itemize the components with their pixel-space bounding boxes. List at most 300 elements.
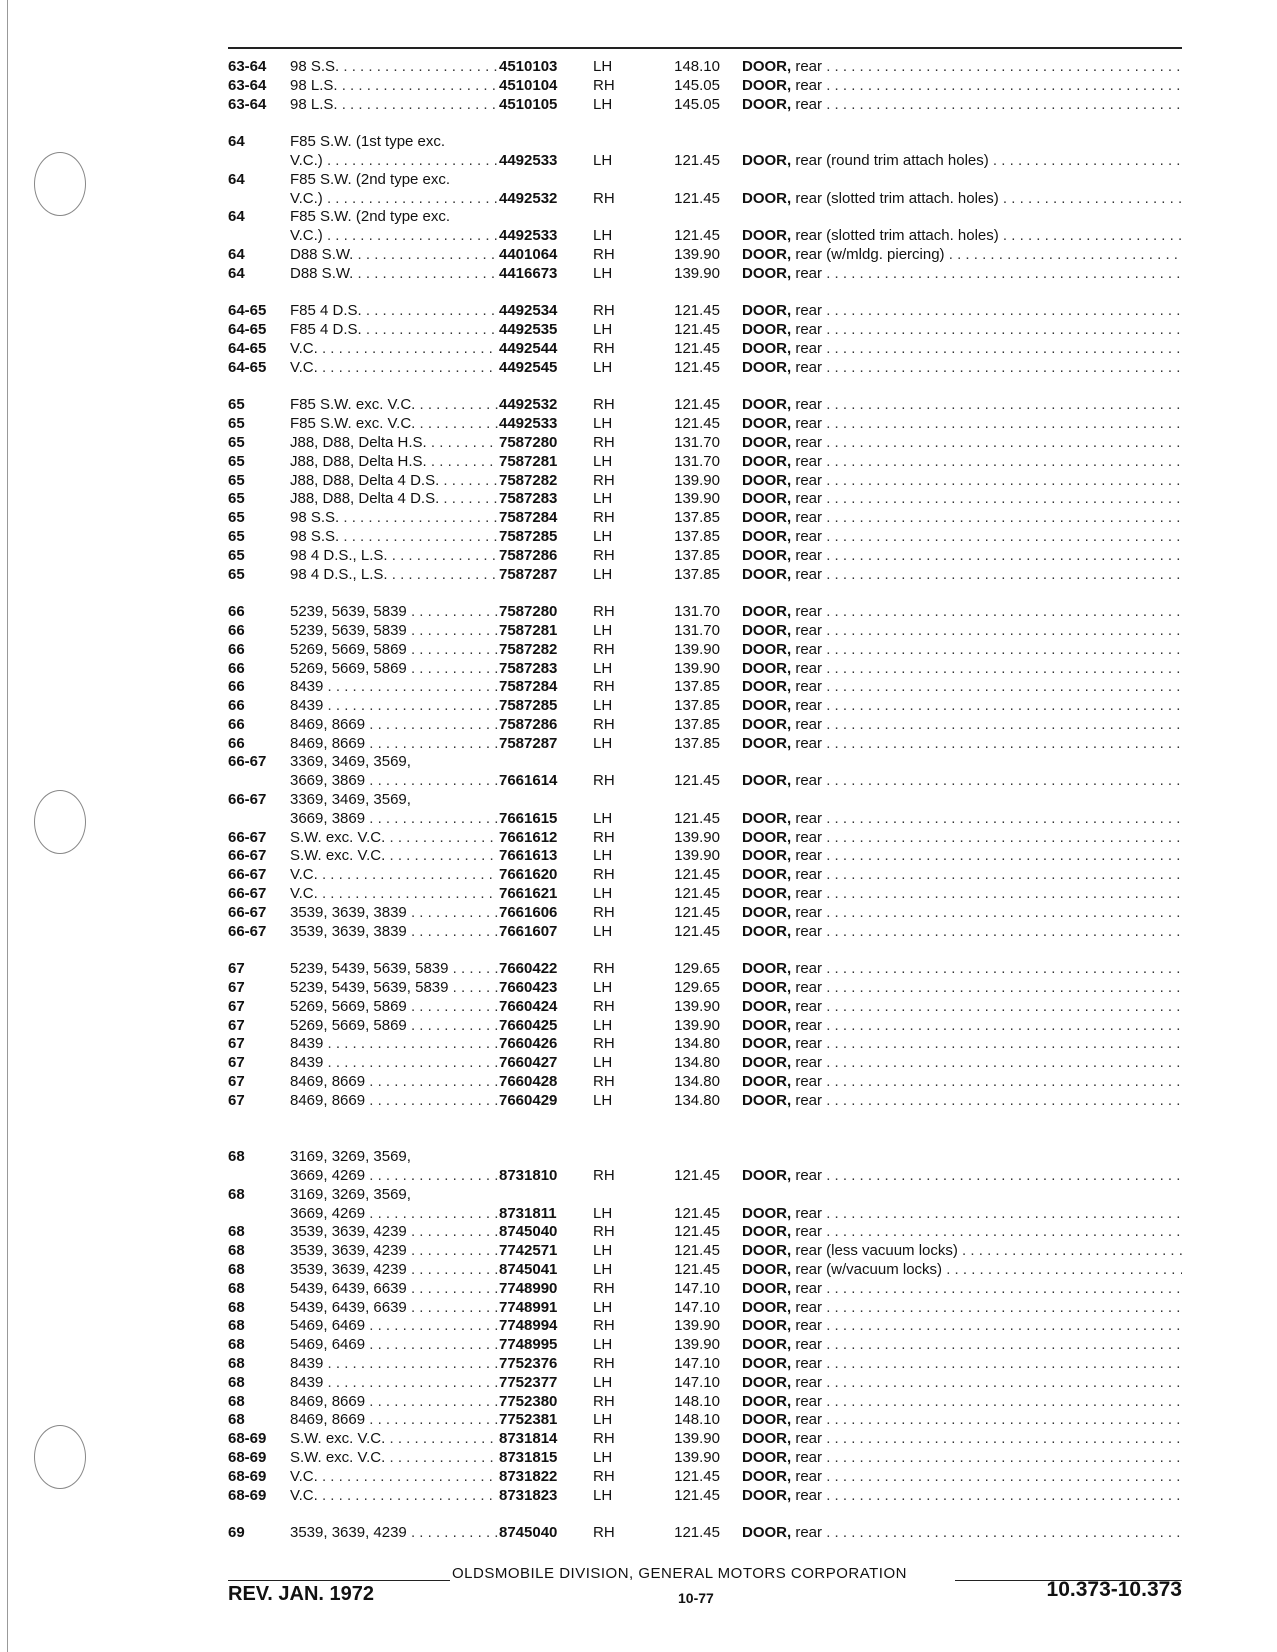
table-row bbox=[0, 1092, 1277, 1111]
part-number-cell: 7587287 bbox=[499, 734, 558, 752]
footer-rule-left bbox=[228, 1580, 450, 1581]
description-note: rear . . . bbox=[795, 1167, 1182, 1184]
price-cell: 129.65 bbox=[674, 960, 720, 978]
description-cell bbox=[742, 96, 1182, 115]
table-row bbox=[0, 979, 1277, 998]
part-number-cell: 4492532 bbox=[499, 396, 558, 414]
parts-table bbox=[0, 58, 1277, 1543]
side-cell: RH bbox=[593, 76, 615, 94]
description-name: DOOR, bbox=[742, 1354, 792, 1372]
year-cell: 64 bbox=[228, 208, 245, 226]
part-number-cell: 7587283 bbox=[499, 490, 558, 508]
year-cell: 64 bbox=[228, 264, 245, 282]
description-note: rear . . . bbox=[795, 359, 1182, 376]
year-cell: 67 bbox=[228, 1073, 245, 1091]
description-cell bbox=[742, 1524, 1182, 1543]
side-cell: RH bbox=[593, 1223, 615, 1241]
table-row bbox=[0, 96, 1277, 115]
description-name: DOOR, bbox=[742, 640, 792, 658]
model-cell: 5239, 5639, 5839 . . . bbox=[290, 622, 498, 641]
table-row bbox=[0, 1054, 1277, 1073]
description-cell bbox=[742, 697, 1182, 716]
row-spacer bbox=[0, 584, 1277, 603]
side-cell: LH bbox=[593, 697, 613, 715]
table-row bbox=[0, 302, 1277, 321]
part-number-cell: 7660426 bbox=[499, 1035, 558, 1053]
year-cell: 68-69 bbox=[228, 1430, 267, 1448]
description-name: DOOR, bbox=[742, 715, 792, 733]
description-note: rear . . . bbox=[795, 547, 1182, 564]
description-note: rear . . . bbox=[795, 866, 1182, 883]
table-row bbox=[0, 641, 1277, 660]
model-cell: J88, D88, Delta 4 D.S. . . . bbox=[290, 472, 498, 491]
table-row bbox=[0, 1167, 1277, 1186]
part-number-cell: 7587286 bbox=[499, 546, 558, 564]
model-cell: 5269, 5669, 5869 . . . bbox=[290, 641, 498, 660]
side-cell: LH bbox=[593, 527, 613, 545]
model-cell: 8439 . . . bbox=[290, 1355, 498, 1374]
model-cell: 3369, 3469, 3569, bbox=[290, 791, 411, 809]
description-note: rear (less vacuum locks) . . . bbox=[795, 1242, 1182, 1259]
description-note: rear . . . bbox=[795, 810, 1182, 827]
description-note: rear . . . bbox=[795, 490, 1182, 507]
model-cell: 3669, 3869 . . . bbox=[290, 772, 498, 791]
side-cell: LH bbox=[593, 151, 613, 169]
description-note: rear . . . bbox=[795, 716, 1182, 733]
side-cell: LH bbox=[593, 1091, 613, 1109]
table-row bbox=[0, 885, 1277, 904]
year-cell: 64 bbox=[228, 170, 245, 188]
part-number-cell: 7748990 bbox=[499, 1279, 558, 1297]
description-name: DOOR, bbox=[742, 58, 792, 75]
description-cell bbox=[742, 490, 1182, 509]
model-cell: 3539, 3639, 3839 . . . bbox=[290, 923, 498, 942]
corporation-line: OLDSMOBILE DIVISION, GENERAL MOTORS CORPORATION bbox=[452, 1565, 907, 1582]
model-cell: S.W. exc. V.C. . . . bbox=[290, 1430, 498, 1449]
side-cell: RH bbox=[593, 1467, 615, 1485]
year-cell: 68 bbox=[228, 1336, 245, 1354]
description-name: DOOR, bbox=[742, 621, 792, 639]
description-note: rear . . . bbox=[795, 772, 1182, 789]
table-row bbox=[0, 716, 1277, 735]
model-cell: S.W. exc. V.C. . . . bbox=[290, 847, 498, 866]
description-note: rear . . . bbox=[795, 904, 1182, 921]
side-cell: RH bbox=[593, 1073, 615, 1091]
part-number-cell: 4510104 bbox=[499, 76, 558, 94]
description-name: DOOR, bbox=[742, 471, 792, 489]
year-cell: 63-64 bbox=[228, 95, 267, 113]
year-cell: 63-64 bbox=[228, 76, 267, 94]
description-cell bbox=[742, 359, 1182, 378]
price-cell: 121.45 bbox=[674, 1204, 720, 1222]
description-note: rear . . . bbox=[795, 885, 1182, 902]
table-row bbox=[0, 1317, 1277, 1336]
description-cell bbox=[742, 960, 1182, 979]
table-row bbox=[0, 133, 1277, 152]
description-cell bbox=[742, 396, 1182, 415]
price-cell: 121.45 bbox=[674, 339, 720, 357]
table-row bbox=[0, 1035, 1277, 1054]
side-cell: LH bbox=[593, 452, 613, 470]
description-cell bbox=[742, 1017, 1182, 1036]
part-number-cell: 7752381 bbox=[499, 1411, 558, 1429]
side-cell: RH bbox=[593, 1167, 615, 1185]
side-cell: LH bbox=[593, 1336, 613, 1354]
price-cell: 137.85 bbox=[674, 678, 720, 696]
part-number-cell: 7587285 bbox=[499, 697, 558, 715]
year-cell: 66 bbox=[228, 678, 245, 696]
part-number-cell: 8731810 bbox=[499, 1167, 558, 1185]
description-cell bbox=[742, 1317, 1182, 1336]
price-cell: 121.45 bbox=[674, 809, 720, 827]
model-cell: F85 S.W. exc. V.C. . . . bbox=[290, 396, 498, 415]
year-cell: 66 bbox=[228, 734, 245, 752]
year-cell: 66 bbox=[228, 659, 245, 677]
description-cell bbox=[742, 622, 1182, 641]
table-row bbox=[0, 1073, 1277, 1092]
model-cell: F85 4 D.S. . . . bbox=[290, 321, 498, 340]
description-note: rear . . . bbox=[795, 1035, 1182, 1052]
year-cell: 67 bbox=[228, 997, 245, 1015]
year-cell: 68 bbox=[228, 1373, 245, 1391]
side-cell: LH bbox=[593, 358, 613, 376]
part-number-cell: 4492532 bbox=[499, 189, 558, 207]
table-row bbox=[0, 1223, 1277, 1242]
model-cell: 8439 . . . bbox=[290, 678, 498, 697]
year-cell: 68 bbox=[228, 1298, 245, 1316]
description-cell bbox=[742, 904, 1182, 923]
description-note: rear . . . bbox=[795, 321, 1182, 338]
model-cell: 8469, 8669 . . . bbox=[290, 716, 498, 735]
description-cell bbox=[742, 1411, 1182, 1430]
row-spacer bbox=[0, 1111, 1277, 1130]
description-name: DOOR, bbox=[742, 1336, 792, 1354]
part-number-cell: 7660424 bbox=[499, 997, 558, 1015]
part-number-cell: 4510103 bbox=[499, 58, 558, 75]
side-cell: LH bbox=[593, 1204, 613, 1222]
description-cell bbox=[742, 547, 1182, 566]
side-cell: RH bbox=[593, 546, 615, 564]
part-number-cell: 7587280 bbox=[499, 603, 558, 621]
price-cell: 121.45 bbox=[674, 396, 720, 414]
description-name: DOOR, bbox=[742, 1298, 792, 1316]
description-name: DOOR, bbox=[742, 1486, 792, 1504]
year-cell: 68 bbox=[228, 1242, 245, 1260]
price-cell: 131.70 bbox=[674, 433, 720, 451]
part-number-cell: 7742571 bbox=[499, 1242, 558, 1260]
model-cell: F85 S.W. (2nd type exc. bbox=[290, 170, 451, 188]
table-row bbox=[0, 547, 1277, 566]
description-note: rear . . . bbox=[795, 1280, 1182, 1297]
model-cell: 3539, 3639, 4239 . . . bbox=[290, 1524, 498, 1543]
description-note: rear . . . bbox=[795, 415, 1182, 432]
description-cell bbox=[742, 810, 1182, 829]
table-row bbox=[0, 208, 1277, 227]
description-cell bbox=[742, 716, 1182, 735]
description-name: DOOR, bbox=[742, 1223, 792, 1241]
description-name: DOOR, bbox=[742, 1317, 792, 1335]
side-cell: LH bbox=[593, 734, 613, 752]
description-note: rear . . . bbox=[795, 340, 1182, 357]
side-cell: RH bbox=[593, 903, 615, 921]
description-name: DOOR, bbox=[742, 1073, 792, 1091]
table-row bbox=[0, 622, 1277, 641]
description-name: DOOR, bbox=[742, 396, 792, 414]
price-cell: 137.85 bbox=[674, 697, 720, 715]
description-name: DOOR, bbox=[742, 603, 792, 621]
row-spacer bbox=[0, 284, 1277, 303]
table-row bbox=[0, 472, 1277, 491]
model-cell: V.C. . . . bbox=[290, 1487, 498, 1506]
year-cell: 66 bbox=[228, 715, 245, 733]
price-cell: 137.85 bbox=[674, 546, 720, 564]
side-cell: LH bbox=[593, 227, 613, 245]
side-cell: LH bbox=[593, 979, 613, 997]
price-cell: 139.90 bbox=[674, 1448, 720, 1466]
year-cell: 64-65 bbox=[228, 321, 267, 339]
model-cell: 98 L.S. . . . bbox=[290, 96, 498, 115]
year-cell: 65 bbox=[228, 471, 245, 489]
price-cell: 121.45 bbox=[674, 1486, 720, 1504]
year-cell: 69 bbox=[228, 1524, 245, 1542]
side-cell: LH bbox=[593, 1411, 613, 1429]
price-cell: 147.10 bbox=[674, 1373, 720, 1391]
part-number-cell: 7587285 bbox=[499, 527, 558, 545]
part-number-cell: 4492534 bbox=[499, 302, 558, 320]
part-number-cell: 7587284 bbox=[499, 509, 558, 527]
description-cell bbox=[742, 453, 1182, 472]
table-row bbox=[0, 847, 1277, 866]
description-name: DOOR, bbox=[742, 189, 792, 207]
description-note: rear . . . bbox=[795, 265, 1182, 282]
description-note: rear . . . bbox=[795, 960, 1182, 977]
model-cell: 3169, 3269, 3569, bbox=[290, 1148, 411, 1166]
description-cell bbox=[742, 434, 1182, 453]
model-cell: F85 S.W. (2nd type exc. bbox=[290, 208, 451, 226]
description-note: rear . . . bbox=[795, 396, 1182, 413]
model-cell: 98 S.S. . . . bbox=[290, 58, 498, 77]
description-name: DOOR, bbox=[742, 490, 792, 508]
page-number: 10-77 bbox=[678, 1590, 714, 1606]
table-row bbox=[0, 1148, 1277, 1167]
side-cell: LH bbox=[593, 809, 613, 827]
description-cell bbox=[742, 660, 1182, 679]
table-row bbox=[0, 960, 1277, 979]
description-name: DOOR, bbox=[742, 358, 792, 376]
model-cell: 5239, 5439, 5639, 5839 . . . bbox=[290, 979, 498, 998]
year-cell: 66-67 bbox=[228, 828, 267, 846]
part-number-cell: 7660425 bbox=[499, 1016, 558, 1034]
side-cell: RH bbox=[593, 678, 615, 696]
model-cell: 5469, 6469 . . . bbox=[290, 1336, 498, 1355]
description-name: DOOR, bbox=[742, 866, 792, 884]
year-cell: 66 bbox=[228, 697, 245, 715]
description-name: DOOR, bbox=[742, 76, 792, 94]
price-cell: 129.65 bbox=[674, 979, 720, 997]
part-number-cell: 7748995 bbox=[499, 1336, 558, 1354]
description-cell bbox=[742, 1242, 1182, 1261]
side-cell: RH bbox=[593, 339, 615, 357]
year-cell: 64-65 bbox=[228, 358, 267, 376]
row-spacer bbox=[0, 114, 1277, 133]
table-row bbox=[0, 321, 1277, 340]
year-cell: 66-67 bbox=[228, 866, 267, 884]
part-number-cell: 4492535 bbox=[499, 321, 558, 339]
year-cell: 68-69 bbox=[228, 1486, 267, 1504]
description-name: DOOR, bbox=[742, 828, 792, 846]
price-cell: 148.10 bbox=[674, 1392, 720, 1410]
model-cell: 5439, 6439, 6639 . . . bbox=[290, 1280, 498, 1299]
table-row bbox=[0, 660, 1277, 679]
description-name: DOOR, bbox=[742, 433, 792, 451]
year-cell: 66-67 bbox=[228, 791, 267, 809]
description-note: rear . . . bbox=[795, 1449, 1182, 1466]
part-number-cell: 8745041 bbox=[499, 1261, 558, 1278]
part-number-cell: 7661606 bbox=[499, 903, 558, 921]
side-cell: LH bbox=[593, 1486, 613, 1504]
revision-date: REV. JAN. 1972 bbox=[228, 1583, 375, 1605]
part-number-cell: 7587287 bbox=[499, 565, 558, 583]
table-row bbox=[0, 434, 1277, 453]
description-name: DOOR, bbox=[742, 1524, 792, 1542]
description-name: DOOR, bbox=[742, 245, 792, 263]
model-cell: 98 4 D.S., L.S. . . . bbox=[290, 566, 498, 585]
part-number-cell: 7587281 bbox=[499, 452, 558, 470]
model-cell: V.C. . . . bbox=[290, 1468, 498, 1487]
description-cell bbox=[742, 509, 1182, 528]
description-cell bbox=[742, 190, 1182, 209]
side-cell: LH bbox=[593, 1373, 613, 1391]
description-cell bbox=[742, 1430, 1182, 1449]
price-cell: 139.90 bbox=[674, 264, 720, 282]
model-cell: S.W. exc. V.C. . . . bbox=[290, 829, 498, 848]
description-note: rear . . . bbox=[795, 603, 1182, 620]
part-number-cell: 7660422 bbox=[499, 960, 558, 978]
side-cell: LH bbox=[593, 885, 613, 903]
part-number-cell: 7661621 bbox=[499, 885, 558, 903]
description-name: DOOR, bbox=[742, 734, 792, 752]
description-cell bbox=[742, 1092, 1182, 1111]
year-cell: 65 bbox=[228, 415, 245, 433]
year-cell: 66 bbox=[228, 621, 245, 639]
price-cell: 121.45 bbox=[674, 903, 720, 921]
description-name: DOOR, bbox=[742, 960, 792, 978]
side-cell: LH bbox=[593, 321, 613, 339]
description-name: DOOR, bbox=[742, 922, 792, 940]
price-cell: 121.45 bbox=[674, 151, 720, 169]
year-cell: 67 bbox=[228, 1091, 245, 1109]
description-name: DOOR, bbox=[742, 1054, 792, 1072]
year-cell: 65 bbox=[228, 452, 245, 470]
side-cell: RH bbox=[593, 715, 615, 733]
price-cell: 121.45 bbox=[674, 866, 720, 884]
side-cell: LH bbox=[593, 1016, 613, 1034]
year-cell: 66-67 bbox=[228, 922, 267, 940]
year-cell: 65 bbox=[228, 527, 245, 545]
side-cell: RH bbox=[593, 1392, 615, 1410]
year-cell: 66-67 bbox=[228, 753, 267, 771]
model-cell: V.C.) . . . bbox=[290, 227, 498, 246]
year-cell: 67 bbox=[228, 979, 245, 997]
model-cell: 98 S.S. . . . bbox=[290, 509, 498, 528]
description-cell bbox=[742, 77, 1182, 96]
part-number-cell: 4492533 bbox=[499, 227, 558, 245]
side-cell: RH bbox=[593, 997, 615, 1015]
description-name: DOOR, bbox=[742, 1091, 792, 1109]
description-cell bbox=[742, 1449, 1182, 1468]
year-cell: 66-67 bbox=[228, 847, 267, 865]
year-cell: 64-65 bbox=[228, 302, 267, 320]
table-row bbox=[0, 791, 1277, 810]
description-name: DOOR, bbox=[742, 1204, 792, 1222]
table-row bbox=[0, 1430, 1277, 1449]
year-cell: 64 bbox=[228, 133, 245, 151]
side-cell: RH bbox=[593, 640, 615, 658]
price-cell: 137.85 bbox=[674, 715, 720, 733]
description-name: DOOR, bbox=[742, 415, 792, 433]
table-row bbox=[0, 1205, 1277, 1224]
description-name: DOOR, bbox=[742, 1448, 792, 1466]
description-note: rear . . . bbox=[795, 96, 1182, 113]
part-number-cell: 4492545 bbox=[499, 358, 558, 376]
description-note: rear . . . bbox=[795, 1299, 1182, 1316]
price-cell: 121.45 bbox=[674, 1223, 720, 1241]
price-cell: 139.90 bbox=[674, 659, 720, 677]
description-note: rear . . . bbox=[795, 528, 1182, 545]
model-cell: 3539, 3639, 4239 . . . bbox=[290, 1261, 498, 1280]
description-name: DOOR, bbox=[742, 227, 792, 245]
part-number-cell: 7748994 bbox=[499, 1317, 558, 1335]
part-number-cell: 8731822 bbox=[499, 1467, 558, 1485]
year-cell: 67 bbox=[228, 960, 245, 978]
description-note: rear . . . bbox=[795, 509, 1182, 526]
model-cell: 8439 . . . bbox=[290, 1054, 498, 1073]
description-name: DOOR, bbox=[742, 1467, 792, 1485]
price-cell: 121.45 bbox=[674, 321, 720, 339]
table-row bbox=[0, 152, 1277, 171]
part-number-cell: 7587284 bbox=[499, 678, 558, 696]
description-name: DOOR, bbox=[742, 151, 792, 169]
part-number-cell: 7661614 bbox=[499, 772, 558, 790]
part-number-cell: 7661615 bbox=[499, 809, 558, 827]
table-row bbox=[0, 772, 1277, 791]
side-cell: RH bbox=[593, 772, 615, 790]
price-cell: 121.45 bbox=[674, 1524, 720, 1542]
year-cell: 68 bbox=[228, 1354, 245, 1372]
year-cell: 65 bbox=[228, 565, 245, 583]
table-row bbox=[0, 340, 1277, 359]
description-note: rear (slotted trim attach. holes) . . . bbox=[795, 227, 1182, 244]
price-cell: 121.45 bbox=[674, 922, 720, 940]
description-name: DOOR, bbox=[742, 697, 792, 715]
part-number-cell: 7661612 bbox=[499, 828, 558, 846]
description-note: rear (round trim attach holes) . . . bbox=[795, 152, 1182, 169]
model-cell: 98 L.S. . . . bbox=[290, 77, 498, 96]
price-cell: 134.80 bbox=[674, 1091, 720, 1109]
description-name: DOOR, bbox=[742, 809, 792, 827]
side-cell: RH bbox=[593, 1430, 615, 1448]
table-row bbox=[0, 829, 1277, 848]
model-cell: 8469, 8669 . . . bbox=[290, 735, 498, 754]
table-row bbox=[0, 1186, 1277, 1205]
description-name: DOOR, bbox=[742, 1035, 792, 1053]
section-number: 10.373-10.373 bbox=[1046, 1578, 1182, 1601]
description-note: rear . . . bbox=[795, 1317, 1182, 1334]
table-row bbox=[0, 603, 1277, 622]
year-cell: 67 bbox=[228, 1016, 245, 1034]
description-note: rear . . . bbox=[795, 1355, 1182, 1372]
part-number-cell: 8745040 bbox=[499, 1524, 558, 1542]
